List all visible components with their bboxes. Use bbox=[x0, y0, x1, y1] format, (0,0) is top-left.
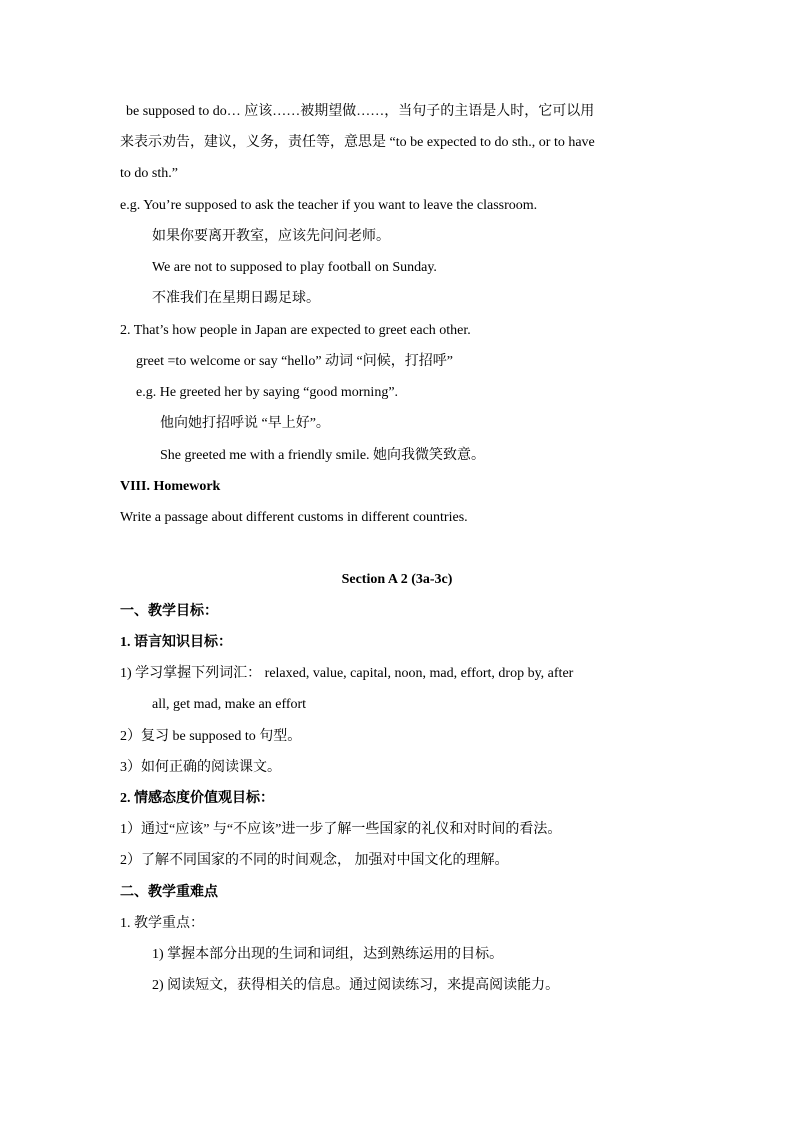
example-line: e.g. You’re supposed to ask the teacher if you want to leave the classroom. bbox=[120, 198, 538, 213]
text-line: to do sth.” bbox=[120, 166, 178, 181]
heading-line: 2. 情感态度价值观目标： bbox=[120, 791, 274, 806]
list-item: 2）了解不同国家的不同的时间观念， 加强对中国文化的理解。 bbox=[120, 853, 509, 868]
list-item: 1) 学习掌握下列词汇： relaxed, value, capital, noon, mad, effort, drop by, after bbox=[120, 666, 574, 681]
list-item: 3）如何正确的阅读课文。 bbox=[120, 760, 281, 775]
translation-line: 他向她打招呼说 “早上好”。 bbox=[160, 416, 330, 431]
text-line: Write a passage about different customs in different countries. bbox=[120, 510, 468, 525]
translation-line: 如果你要离开教室，应该先问问老师。 bbox=[152, 229, 390, 244]
list-item: 2) 阅读短文，获得相关的信息。通过阅读练习，来提高阅读能力。 bbox=[152, 978, 560, 993]
section-heading: VIII. Homework bbox=[120, 479, 221, 494]
translation-line: 不准我们在星期日踢足球。 bbox=[152, 291, 320, 306]
text-line: 1. 教学重点： bbox=[120, 916, 204, 931]
list-item: 2）复习 be supposed to 句型。 bbox=[120, 729, 302, 744]
numbered-item: 2. That’s how people in Japan are expected to greet each other. bbox=[120, 323, 471, 338]
list-item: 1）通过“应该” 与“不应该”进一步了解一些国家的礼仪和对时间的看法。 bbox=[120, 822, 562, 837]
list-item-continuation: all, get mad, make an effort bbox=[152, 697, 307, 712]
example-line: We are not to supposed to play football on Sunday. bbox=[152, 260, 437, 275]
heading-line: 1. 语言知识目标： bbox=[120, 635, 232, 650]
text-line: be supposed to do… 应该……被期望做……，当句子的主语是人时，它可以用 bbox=[126, 104, 595, 119]
list-item: 1) 掌握本部分出现的生词和词组，达到熟练运用的目标。 bbox=[152, 947, 504, 962]
example-line: She greeted me with a friendly smile. 她向我微笑致意。 bbox=[160, 448, 486, 463]
definition-line: greet =to welcome or say “hello” 动词 “问候，打招呼” bbox=[136, 354, 453, 369]
heading-line: 二、教学重难点 bbox=[120, 885, 218, 900]
heading-line: 一、教学目标： bbox=[120, 604, 218, 619]
text-line: 来表示劝告，建议，义务，责任等，意思是 “to be expected to do sth., or to have bbox=[120, 135, 595, 150]
example-line: e.g. He greeted her by saying “good morning”. bbox=[136, 385, 399, 400]
section-title: Section A 2 (3a-3c) bbox=[341, 572, 453, 587]
